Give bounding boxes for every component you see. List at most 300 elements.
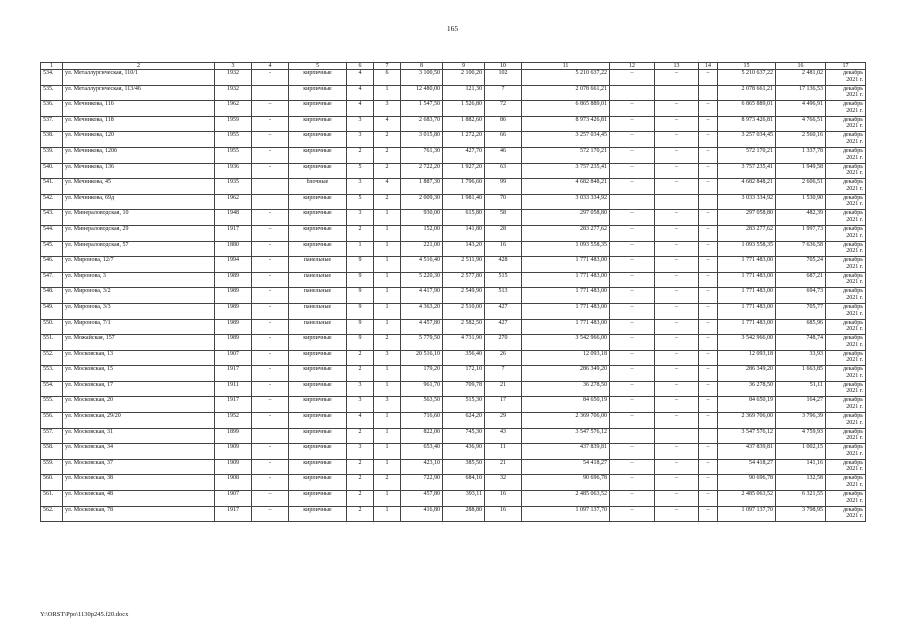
date-month: декабрь: [843, 147, 863, 154]
total-area-cell: 930,00: [401, 210, 443, 226]
col-12-cell: –: [610, 335, 655, 351]
col-12-cell: –: [610, 272, 655, 288]
col-13-cell: –: [655, 491, 699, 507]
date-month: декабрь: [843, 428, 863, 435]
row-index-cell: 539.: [41, 147, 63, 163]
row-index-cell: 542.: [41, 194, 63, 210]
amount-cell: 1 771 483,00: [522, 272, 610, 288]
wall-material-cell: кирпичные: [289, 335, 347, 351]
residents-cell: 86: [485, 116, 522, 132]
floors-cell: 2: [347, 366, 374, 382]
year-built-cell: 1989: [215, 319, 252, 335]
wall-material-cell: панельные: [289, 272, 347, 288]
living-area-cell: 141,80: [443, 225, 485, 241]
floors-cell: 2: [347, 459, 374, 475]
col-13-cell: –: [655, 225, 699, 241]
residents-cell: 29: [485, 413, 522, 429]
table-row: [41, 210, 866, 226]
table-row: [41, 319, 866, 335]
amount-cell: 297 058,80: [522, 210, 610, 226]
living-area-cell: 624,20: [443, 413, 485, 429]
living-area-cell: 393,11: [443, 491, 485, 507]
amount-total-cell: 54 418,27: [718, 459, 776, 475]
table-row: [41, 241, 866, 257]
col-13-cell: –: [655, 179, 699, 195]
date-year: 2021 г.: [846, 294, 863, 301]
amount-total-cell: 1 771 483,00: [718, 303, 776, 319]
amount-total-cell: 572 170,21: [718, 147, 776, 163]
col-4-cell: -: [252, 366, 289, 382]
col-12-cell: –: [610, 257, 655, 273]
wall-material-cell: панельные: [289, 257, 347, 273]
date-month: декабрь: [843, 257, 863, 264]
col-14-cell: [699, 85, 718, 101]
column-header-17: 17: [826, 63, 866, 70]
total-area-cell: 416,80: [401, 506, 443, 522]
date-year: 2021 г.: [846, 404, 863, 411]
amount-cell: 36 278,50: [522, 381, 610, 397]
amount-cell: 8 973 426,81: [522, 116, 610, 132]
column-header-10: 10: [485, 63, 522, 70]
table-row: [41, 413, 866, 429]
residents-cell: 102: [485, 70, 522, 86]
table-row: [41, 350, 866, 366]
rate-cell: 1 337,78: [776, 147, 826, 163]
residents-cell: 427: [485, 319, 522, 335]
wall-material-cell: кирпичные: [289, 506, 347, 522]
address-cell: ул. Мечникова, 120: [63, 132, 215, 148]
address-cell: ул. Миронова, 7/1: [63, 319, 215, 335]
entrances-cell: 2: [374, 335, 401, 351]
column-number-row: [41, 63, 866, 70]
residents-cell: 16: [485, 506, 522, 522]
date-cell: [826, 241, 866, 257]
total-area-cell: 4 417,90: [401, 288, 443, 304]
date-month: декабрь: [843, 475, 863, 482]
col-12-cell: –: [610, 381, 655, 397]
rate-cell: 33,93: [776, 350, 826, 366]
date-cell: [826, 413, 866, 429]
total-area-cell: 1 547,50: [401, 101, 443, 117]
year-built-cell: 1955: [215, 132, 252, 148]
column-header-13: 13: [655, 63, 699, 70]
year-built-cell: 1908: [215, 475, 252, 491]
total-area-cell: 2 009,30: [401, 194, 443, 210]
date-year: 2021 г.: [846, 372, 863, 379]
table-row: [41, 366, 866, 382]
wall-material-cell: блочные: [289, 179, 347, 195]
date-cell: [826, 491, 866, 507]
table-row: [41, 85, 866, 101]
date-year: 2021 г.: [846, 216, 863, 223]
date-cell: [826, 459, 866, 475]
table-row: [41, 147, 866, 163]
table-row: [41, 70, 866, 86]
table-row: [41, 257, 866, 273]
residents-cell: 28: [485, 225, 522, 241]
residents-cell: 11: [485, 444, 522, 460]
living-area-cell: 1 927,20: [443, 163, 485, 179]
amount-cell: 4 682 848,21: [522, 179, 610, 195]
col-13-cell: [655, 194, 699, 210]
col-4-cell: –: [252, 491, 289, 507]
living-area-cell: 1 981,40: [443, 194, 485, 210]
living-area-cell: 515,30: [443, 397, 485, 413]
address-cell: ул. Московская, 48: [63, 491, 215, 507]
date-cell: [826, 475, 866, 491]
col-13-cell: –: [655, 288, 699, 304]
col-13-cell: –: [655, 303, 699, 319]
amount-total-cell: 2 485 063,52: [718, 491, 776, 507]
address-cell: ул. Московская, 15: [63, 366, 215, 382]
total-area-cell: 1 887,30: [401, 179, 443, 195]
amount-cell: 1 771 483,00: [522, 303, 610, 319]
date-cell: [826, 444, 866, 460]
amount-total-cell: 5 210 637,22: [718, 70, 776, 86]
amount-total-cell: 3 257 034,45: [718, 132, 776, 148]
col-14-cell: –: [699, 116, 718, 132]
year-built-cell: 1899: [215, 428, 252, 444]
rate-cell: 6 321,55: [776, 491, 826, 507]
col-13-cell: [655, 85, 699, 101]
col-4-cell: -: [252, 70, 289, 86]
floors-cell: 2: [347, 147, 374, 163]
date-month: декабрь: [843, 413, 863, 420]
floors-cell: 9: [347, 272, 374, 288]
wall-material-cell: кирпичные: [289, 350, 347, 366]
rate-cell: 2 481,02: [776, 70, 826, 86]
column-header-5: 5: [289, 63, 347, 70]
entrances-cell: 1: [374, 272, 401, 288]
floors-cell: 3: [347, 116, 374, 132]
living-area-cell: 1 796,60: [443, 179, 485, 195]
year-built-cell: 1917: [215, 366, 252, 382]
column-header-6: 6: [347, 63, 374, 70]
entrances-cell: 1: [374, 413, 401, 429]
col-14-cell: –: [699, 459, 718, 475]
wall-material-cell: кирпичные: [289, 70, 347, 86]
date-year: 2021 г.: [846, 76, 863, 83]
rate-cell: 3 796,39: [776, 413, 826, 429]
col-13-cell: –: [655, 70, 699, 86]
date-year: 2021 г.: [846, 466, 863, 473]
address-cell: ул. Мечникова, 69д: [63, 194, 215, 210]
date-cell: [826, 272, 866, 288]
rate-cell: 694,73: [776, 288, 826, 304]
year-built-cell: 1917: [215, 397, 252, 413]
col-12-cell: –: [610, 397, 655, 413]
entrances-cell: 4: [374, 179, 401, 195]
date-month: декабрь: [843, 444, 863, 451]
row-index-cell: 550.: [41, 319, 63, 335]
col-12-cell: –: [610, 225, 655, 241]
address-cell: ул. Мечникова, 136: [63, 163, 215, 179]
row-index-cell: 549.: [41, 303, 63, 319]
date-month: декабрь: [843, 210, 863, 217]
col-4-cell: –: [252, 132, 289, 148]
amount-total-cell: 297 058,80: [718, 210, 776, 226]
wall-material-cell: панельные: [289, 288, 347, 304]
year-built-cell: 1907: [215, 491, 252, 507]
amount-cell: 1 771 483,00: [522, 319, 610, 335]
address-cell: ул. Московская, 78: [63, 506, 215, 522]
entrances-cell: 6: [374, 70, 401, 86]
date-month: декабрь: [843, 506, 863, 513]
rate-cell: 687,21: [776, 272, 826, 288]
year-built-cell: 1936: [215, 163, 252, 179]
date-year: 2021 г.: [846, 482, 863, 489]
date-year: 2021 г.: [846, 513, 863, 520]
total-area-cell: 152,00: [401, 225, 443, 241]
year-built-cell: 1948: [215, 210, 252, 226]
amount-cell: 2 369 706,00: [522, 413, 610, 429]
date-cell: [826, 257, 866, 273]
rate-cell: 1 949,58: [776, 163, 826, 179]
col-14-cell: –: [699, 101, 718, 117]
floors-cell: 1: [347, 241, 374, 257]
entrances-cell: 3: [374, 350, 401, 366]
entrances-cell: 1: [374, 366, 401, 382]
amount-cell: 1 771 483,00: [522, 257, 610, 273]
col-4-cell: -: [252, 163, 289, 179]
residents-cell: 70: [485, 194, 522, 210]
living-area-cell: 615,80: [443, 210, 485, 226]
row-index-cell: 543.: [41, 210, 63, 226]
living-area-cell: 709,78: [443, 381, 485, 397]
rate-cell: 748,74: [776, 335, 826, 351]
register-table: [40, 62, 866, 522]
col-12-cell: –: [610, 366, 655, 382]
column-header-9: 9: [443, 63, 485, 70]
wall-material-cell: кирпичные: [289, 475, 347, 491]
total-area-cell: 4 363,20: [401, 303, 443, 319]
col-4-cell: -: [252, 116, 289, 132]
date-cell: [826, 70, 866, 86]
amount-total-cell: 1 097 137,70: [718, 506, 776, 522]
row-index-cell: 535.: [41, 85, 63, 101]
col-14-cell: –: [699, 335, 718, 351]
entrances-cell: 3: [374, 397, 401, 413]
address-cell: ул. Миронова, 3/2: [63, 288, 215, 304]
row-index-cell: 545.: [41, 241, 63, 257]
col-4-cell: -: [252, 241, 289, 257]
date-month: декабрь: [843, 70, 863, 76]
entrances-cell: 1: [374, 303, 401, 319]
total-area-cell: 20 516,10: [401, 350, 443, 366]
date-cell: [826, 303, 866, 319]
entrances-cell: 1: [374, 444, 401, 460]
living-area-cell: 2 100,20: [443, 70, 485, 86]
amount-total-cell: 2 369 706,00: [718, 413, 776, 429]
row-index-cell: 538.: [41, 132, 63, 148]
table-row: [41, 475, 866, 491]
residents-cell: 270: [485, 335, 522, 351]
year-built-cell: 1917: [215, 225, 252, 241]
amount-cell: 2 078 661,21: [522, 85, 610, 101]
rate-cell: 3 798,95: [776, 506, 826, 522]
col-14-cell: –: [699, 444, 718, 460]
row-index-cell: 557.: [41, 428, 63, 444]
living-area-cell: 4 731,90: [443, 335, 485, 351]
col-14-cell: –: [699, 70, 718, 86]
amount-cell: 2 485 063,52: [522, 491, 610, 507]
year-built-cell: 1907: [215, 350, 252, 366]
table-row: [41, 444, 866, 460]
table-row: [41, 116, 866, 132]
row-index-cell: 554.: [41, 381, 63, 397]
wall-material-cell: кирпичные: [289, 210, 347, 226]
col-13-cell: –: [655, 101, 699, 117]
living-area-cell: 385,50: [443, 459, 485, 475]
col-13-cell: –: [655, 350, 699, 366]
rate-cell: 685,96: [776, 319, 826, 335]
floors-cell: 9: [347, 319, 374, 335]
col-14-cell: [699, 428, 718, 444]
total-area-cell: 12 480,00: [401, 85, 443, 101]
col-12-cell: –: [610, 101, 655, 117]
table-row: [41, 101, 866, 117]
column-header-1: 1: [41, 63, 63, 70]
amount-total-cell: 283 277,62: [718, 225, 776, 241]
address-cell: ул. Минераловодская, 57: [63, 241, 215, 257]
amount-cell: 5 210 637,22: [522, 70, 610, 86]
date-year: 2021 г.: [846, 123, 863, 130]
wall-material-cell: кирпичные: [289, 101, 347, 117]
col-4-cell: –: [252, 225, 289, 241]
residents-cell: 58: [485, 210, 522, 226]
date-year: 2021 г.: [846, 263, 863, 270]
page-number: 165: [446, 24, 459, 33]
col-13-cell: –: [655, 506, 699, 522]
column-header-3: 3: [215, 63, 252, 70]
col-12-cell: –: [610, 163, 655, 179]
floors-cell: 9: [347, 288, 374, 304]
entrances-cell: 2: [374, 475, 401, 491]
date-year: 2021 г.: [846, 107, 863, 114]
amount-cell: 437 839,81: [522, 444, 610, 460]
col-14-cell: –: [699, 288, 718, 304]
col-14-cell: –: [699, 303, 718, 319]
address-cell: ул. Московская, 31: [63, 428, 215, 444]
floors-cell: 3: [347, 132, 374, 148]
amount-total-cell: 1 771 483,00: [718, 257, 776, 273]
residents-cell: 7: [485, 85, 522, 101]
date-month: декабрь: [843, 116, 863, 123]
wall-material-cell: кирпичные: [289, 381, 347, 397]
rate-cell: 132,58: [776, 475, 826, 491]
col-4-cell: -: [252, 335, 289, 351]
col-14-cell: –: [699, 350, 718, 366]
total-area-cell: 5 779,50: [401, 335, 443, 351]
living-area-cell: 121,30: [443, 85, 485, 101]
column-header-2: 2: [63, 63, 215, 70]
date-year: 2021 г.: [846, 201, 863, 208]
col-13-cell: –: [655, 241, 699, 257]
year-built-cell: 1935: [215, 179, 252, 195]
residents-cell: 513: [485, 288, 522, 304]
col-13-cell: –: [655, 397, 699, 413]
entrances-cell: 2: [374, 147, 401, 163]
residents-cell: 43: [485, 428, 522, 444]
table-row: [41, 381, 866, 397]
col-4-cell: -: [252, 257, 289, 273]
date-year: 2021 г.: [846, 154, 863, 161]
col-4-cell: -: [252, 272, 289, 288]
date-month: декабрь: [843, 163, 863, 170]
year-built-cell: 1994: [215, 257, 252, 273]
wall-material-cell: кирпичные: [289, 397, 347, 413]
col-13-cell: –: [655, 475, 699, 491]
residents-cell: 427: [485, 303, 522, 319]
row-index-cell: 536.: [41, 101, 63, 117]
amount-total-cell: 12 093,18: [718, 350, 776, 366]
row-index-cell: 559.: [41, 459, 63, 475]
column-header-16: 16: [776, 63, 826, 70]
entrances-cell: 1: [374, 459, 401, 475]
entrances-cell: 1: [374, 288, 401, 304]
floors-cell: 2: [347, 475, 374, 491]
living-area-cell: 2 582,50: [443, 319, 485, 335]
total-area-cell: 822,00: [401, 428, 443, 444]
rate-cell: 4 496,91: [776, 101, 826, 117]
col-4-cell: -: [252, 319, 289, 335]
date-year: 2021 г.: [846, 435, 863, 442]
date-month: декабрь: [843, 85, 863, 92]
year-built-cell: 1962: [215, 101, 252, 117]
residents-cell: 32: [485, 475, 522, 491]
col-12-cell: –: [610, 350, 655, 366]
amount-total-cell: 1 093 558,35: [718, 241, 776, 257]
living-area-cell: 684,10: [443, 475, 485, 491]
row-index-cell: 562.: [41, 506, 63, 522]
date-year: 2021 г.: [846, 279, 863, 286]
floors-cell: 5: [347, 194, 374, 210]
date-month: декабрь: [843, 225, 863, 232]
table-row: [41, 397, 866, 413]
col-4-cell: -: [252, 210, 289, 226]
date-month: декабрь: [843, 101, 863, 108]
col-12-cell: –: [610, 506, 655, 522]
residents-cell: 46: [485, 147, 522, 163]
col-12-cell: –: [610, 288, 655, 304]
col-4-cell: –: [252, 101, 289, 117]
col-13-cell: –: [655, 210, 699, 226]
total-area-cell: 761,30: [401, 147, 443, 163]
date-year: 2021 г.: [846, 341, 863, 348]
rate-cell: 7 636,58: [776, 241, 826, 257]
date-year: 2021 г.: [846, 450, 863, 457]
col-4-cell: -: [252, 459, 289, 475]
year-built-cell: 1911: [215, 381, 252, 397]
col-13-cell: –: [655, 147, 699, 163]
col-14-cell: –: [699, 272, 718, 288]
amount-total-cell: 36 278,50: [718, 381, 776, 397]
address-cell: ул. Московская, 29/20: [63, 413, 215, 429]
date-cell: [826, 397, 866, 413]
col-13-cell: –: [655, 319, 699, 335]
rate-cell: 164,27: [776, 397, 826, 413]
col-13-cell: –: [655, 272, 699, 288]
date-cell: [826, 147, 866, 163]
col-12-cell: –: [610, 210, 655, 226]
rate-cell: 705,77: [776, 303, 826, 319]
amount-total-cell: 437 839,81: [718, 444, 776, 460]
address-cell: ул. Миронова, 3: [63, 272, 215, 288]
entrances-cell: 2: [374, 194, 401, 210]
date-year: 2021 г.: [846, 419, 863, 426]
row-index-cell: 558.: [41, 444, 63, 460]
address-cell: ул. Московская, 38: [63, 475, 215, 491]
